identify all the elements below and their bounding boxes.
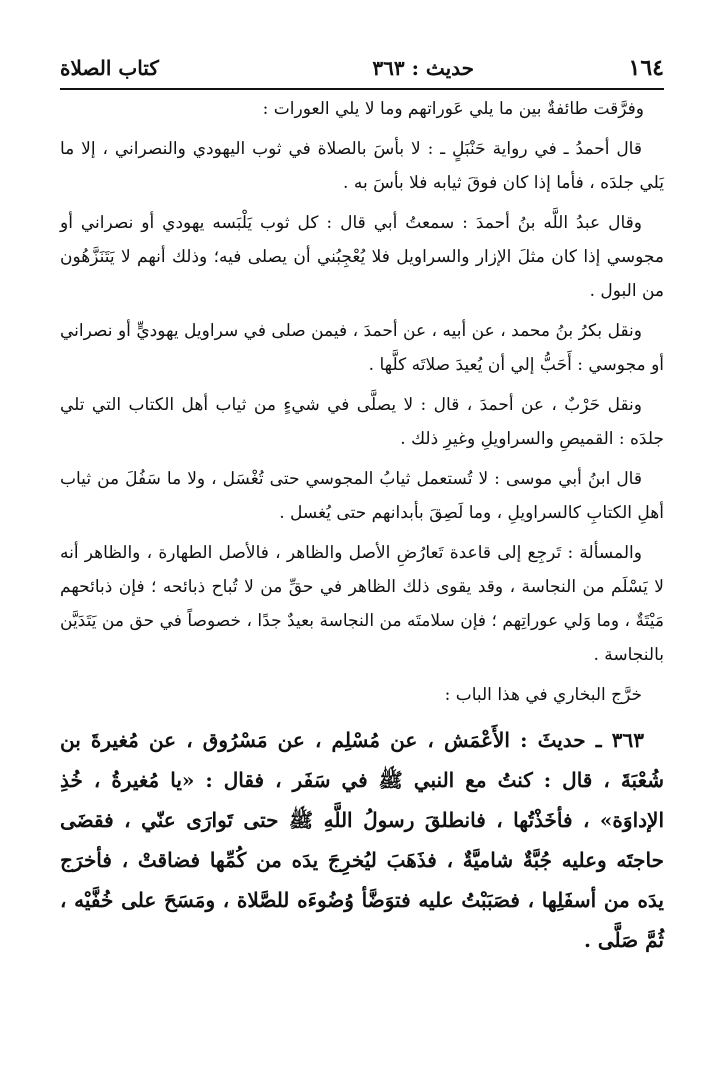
paragraph: ونقل بكرُ بنُ محمد ، عن أبيه ، عن أحمدَ ، فيمن صلى في سراويل يهوديٍّ أو نصراني أو مجوسي : أَحَبُّ إلي أن يُعيدَ صلاتَه كلَّها . bbox=[60, 321, 664, 375]
paragraph: وفرَّقت طائفةٌ بين ما يلي عَوراتهم وما لا يلي العورات : bbox=[262, 99, 644, 119]
page-body bbox=[60, 92, 664, 980]
page-header bbox=[60, 50, 664, 90]
hadith-text: ٣٦٣ ـ حديثَ : الأَعْمَش ، عن مُسْلِم ، عن مَسْرُوق ، عن مُغيرةَ بن شُعْبَةَ ، قال : كنتُ مع النبي ﷺ في سَفَر ، فقال : «يا مُغيرةُ ، خُذِ الإداوَة» ، فأخَذْتُها ، فانطلقَ رسولُ اللَّهِ ﷺ حتى تَوارَى عنّي ، فقضَى حاجتَه وعليه جُبَّةٌ شاميَّةٌ ، فذَهَبَ ليُخرِجَ يدَه من كُمِّها فضاقتْ ، فأخرَج يدَه من أسفَلِها ، فصَبَبْتُ عليه فتوَضَّأ وُضُوءَه للصَّلاة ، ومَسَحَ على خُفَّيْه ، ثُمَّ صَلَّى . bbox=[60, 728, 664, 952]
paragraph: ونقل حَرْبٌ ، عن أحمدَ ، قال : لا يصلَّى في شيءٍ من ثياب أهل الكتاب التي تلي جلدَه : القميصِ والسراويلِ وغيرِ ذلك . bbox=[60, 395, 664, 449]
page-number: ١٦٤ bbox=[628, 55, 664, 81]
paragraph: والمسألة : تَرجِع إلى قاعدة تَعارُضِ الأصل والظاهر ، فالأصل الطهارة ، والظاهر أنه لا يَسْلَم من النجاسة ، وقد يقوى ذلك الظاهر في حقِّ من لا تُباح ذبائحه ؛ فإن ذبائحهم مَيْتَةٌ ، وما وَلي عوراتِهم ؛ فإن سلامتَه من النجاسة بعيدٌ جدًا ، خصوصاً في حق من يَتَدَيَّن بالنجاسة . bbox=[60, 543, 664, 665]
hadith-reference: حديث : ٣٦٣ bbox=[372, 56, 474, 80]
paragraph: خرَّج البخاري في هذا الباب : bbox=[444, 685, 642, 705]
book-title: كتاب الصلاة bbox=[60, 56, 159, 80]
paragraph: قال أحمدُ ـ في رواية حَنْبَلٍ ـ : لا بأسَ بالصلاة في ثوب اليهودي والنصراني ، إلا ما يَلي جلدَه ، فأما إذا كان فوقَ ثيابه فلا بأسَ به . bbox=[60, 139, 664, 193]
paragraph: قال ابنُ أبي موسى : لا تُستعمل ثيابُ المجوسي حتى تُغْسَل ، ولا ما سَفُلَ من ثياب أهلِ الكتابِ كالسراويلِ ، وما لَصِقَ بأبدانهم حتى يُغسل . bbox=[60, 469, 664, 523]
paragraph: وقال عبدُ اللَّه بنُ أحمدَ : سمعتُ أبي قال : كل ثوب يَلْبَسه يهودي أو نصراني أو مجوسي إذا كان مثلَ الإزار والسراويل فلا يُعْجِبُني أن يصلى فيه؛ وذلك أنهم لا يَتَنَزَّهُون من البول . bbox=[60, 213, 664, 301]
